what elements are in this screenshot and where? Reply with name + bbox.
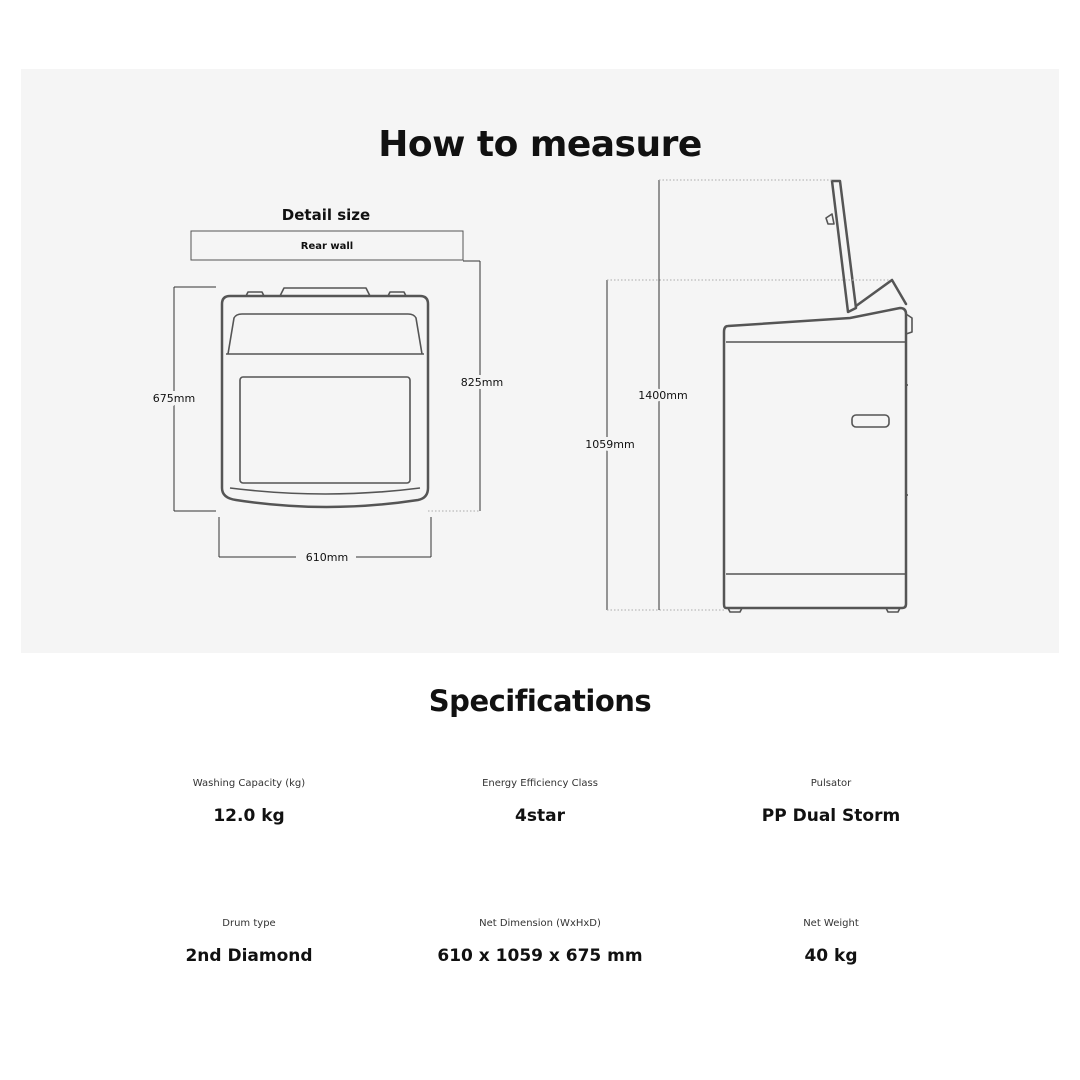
spec-label: Drum type: [222, 918, 276, 929]
washer-side-view: [724, 181, 912, 612]
specifications-title: Specifications: [428, 684, 652, 718]
detail-size-title: Detail size: [281, 206, 371, 224]
rear-wall-label: Rear wall: [300, 241, 354, 252]
height-dimension-label: 1059mm: [585, 438, 635, 451]
spec-label: Net Weight: [803, 918, 859, 929]
spec-value: 610 x 1059 x 675 mm: [437, 946, 643, 966]
spec-pulsator: [681, 777, 981, 827]
spec-label: Energy Efficiency Class: [482, 778, 598, 789]
width-dimension-label: 610mm: [305, 551, 349, 564]
spec-drum-type: [99, 917, 399, 967]
spec-value: 2nd Diamond: [185, 946, 313, 966]
spec-label: Net Dimension (WxHxD): [479, 918, 601, 929]
spec-value: 40 kg: [804, 946, 858, 966]
depth-dimension-label: 675mm: [152, 392, 196, 405]
spec-value: 4star: [515, 806, 565, 826]
spec-net-dimension: [390, 917, 690, 967]
spec-label: Washing Capacity (kg): [192, 778, 306, 789]
spec-washing-capacity: [99, 777, 399, 827]
spec-value: PP Dual Storm: [761, 806, 901, 826]
spec-net-weight: [681, 917, 981, 967]
top-view-dimension-lines: [174, 261, 480, 557]
how-to-measure-title: How to measure: [378, 124, 702, 165]
spec-label: Pulsator: [810, 778, 852, 789]
depth-with-wall-dimension-label: 825mm: [460, 376, 504, 389]
washer-top-view: [222, 288, 428, 507]
height-lid-open-dimension-label: 1400mm: [638, 389, 688, 402]
spec-energy-efficiency: [390, 777, 690, 827]
spec-value: 12.0 kg: [213, 806, 285, 826]
